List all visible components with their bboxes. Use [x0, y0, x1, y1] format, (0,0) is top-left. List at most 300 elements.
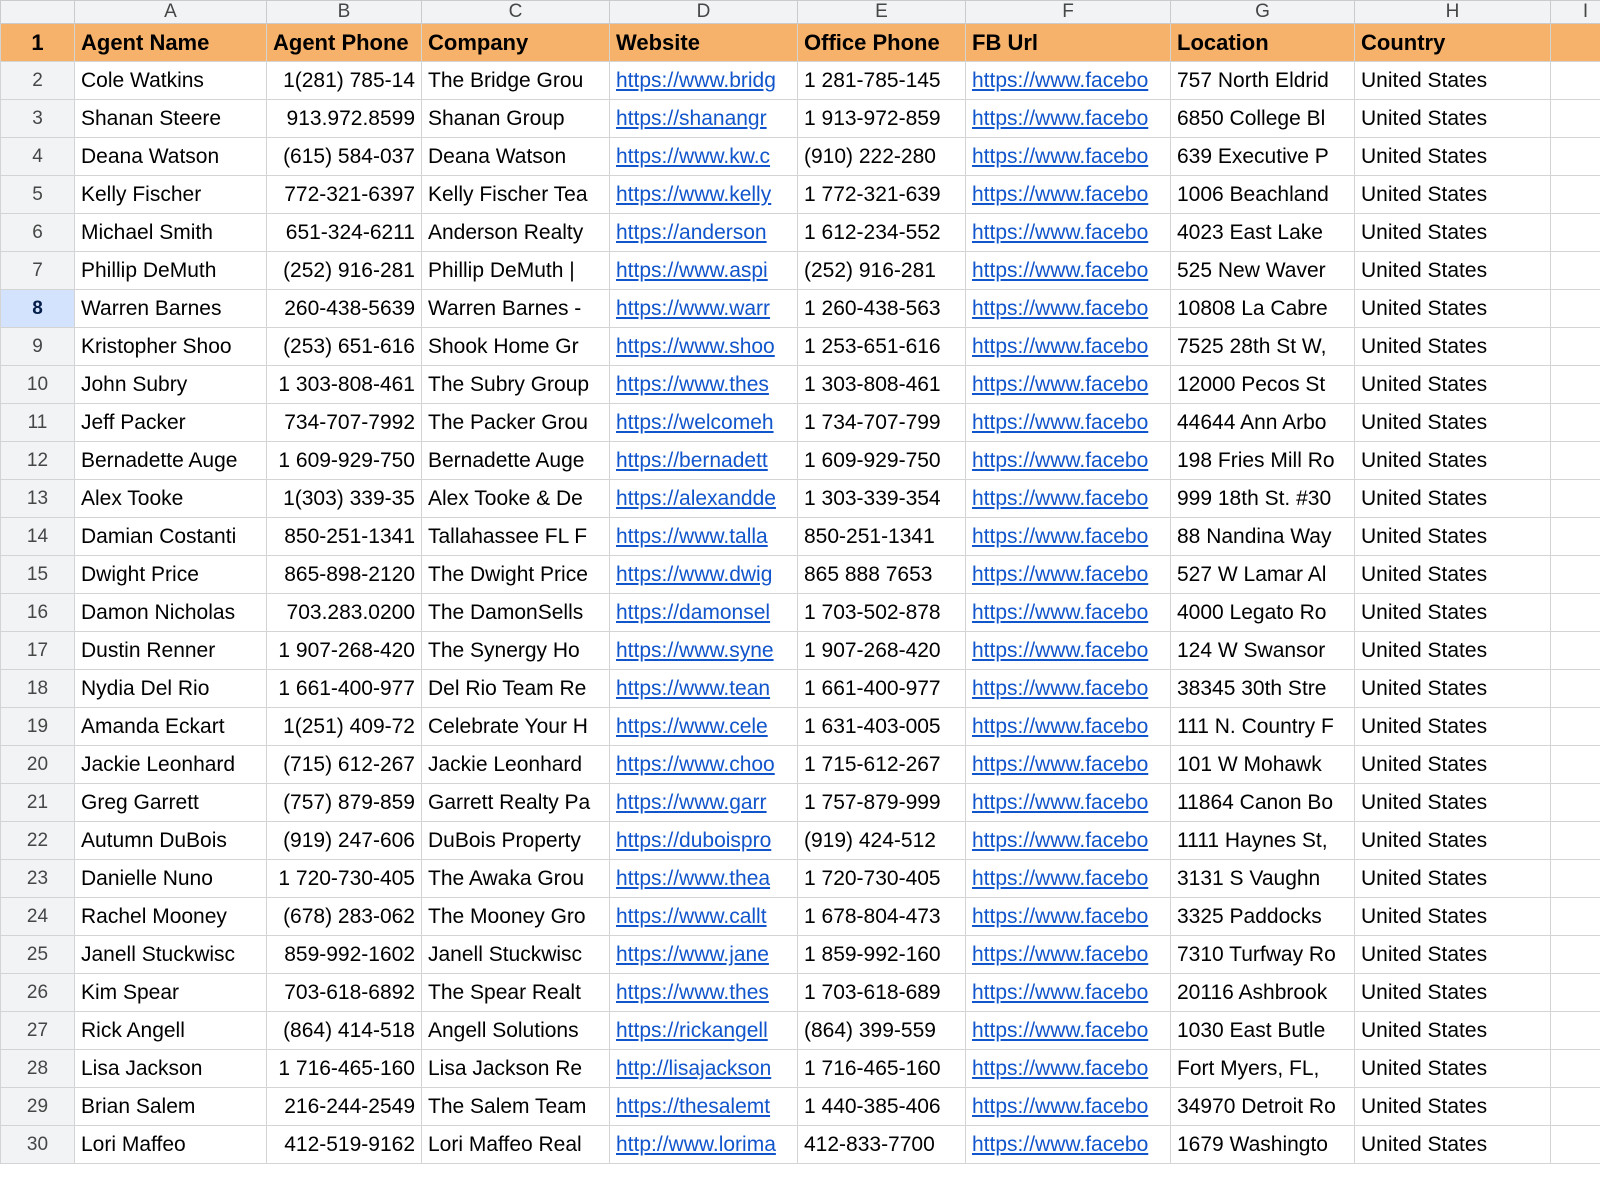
cell-company[interactable]: Anderson Realty	[422, 214, 610, 252]
row-number[interactable]: 19	[1, 708, 75, 746]
cell-website[interactable]: https://www.jane	[610, 936, 798, 974]
cell-extra[interactable]	[1551, 214, 1600, 252]
cell-agent-name[interactable]: Jackie Leonhard	[75, 746, 267, 784]
cell-extra[interactable]	[1551, 518, 1600, 556]
cell-agent-phone[interactable]: 1 720-730-405	[267, 860, 422, 898]
cell-company[interactable]: Angell Solutions	[422, 1012, 610, 1050]
cell-company[interactable]: Deana Watson	[422, 138, 610, 176]
cell-agent-name[interactable]: John Subry	[75, 366, 267, 404]
cell-extra[interactable]	[1551, 1012, 1600, 1050]
cell-country[interactable]: United States	[1355, 746, 1551, 784]
cell-website[interactable]: https://www.bridg	[610, 62, 798, 100]
cell-country[interactable]: United States	[1355, 784, 1551, 822]
cell-company[interactable]: Alex Tooke & De	[422, 480, 610, 518]
cell-agent-phone[interactable]: 772-321-6397	[267, 176, 422, 214]
cell-website[interactable]: https://www.cele	[610, 708, 798, 746]
table-row[interactable]	[1, 594, 1600, 632]
table-row[interactable]	[1, 138, 1600, 176]
row-number[interactable]: 21	[1, 784, 75, 822]
cell-country[interactable]: United States	[1355, 252, 1551, 290]
cell-country[interactable]: United States	[1355, 1088, 1551, 1126]
cell-location[interactable]: 4023 East Lake	[1171, 214, 1355, 252]
cell-fb-url[interactable]: https://www.facebo	[966, 518, 1171, 556]
cell-website[interactable]: https://www.thes	[610, 366, 798, 404]
cell-fb-url[interactable]: https://www.facebo	[966, 62, 1171, 100]
row-number[interactable]: 23	[1, 860, 75, 898]
cell-website[interactable]: https://rickangell	[610, 1012, 798, 1050]
cell-country[interactable]: United States	[1355, 214, 1551, 252]
cell-agent-name[interactable]: Danielle Nuno	[75, 860, 267, 898]
cell-country[interactable]: United States	[1355, 860, 1551, 898]
cell-country[interactable]: United States	[1355, 176, 1551, 214]
cell-header-website[interactable]: Website	[610, 24, 798, 62]
cell-agent-name[interactable]: Jeff Packer	[75, 404, 267, 442]
table-row[interactable]	[1, 632, 1600, 670]
cell-company[interactable]: Celebrate Your H	[422, 708, 610, 746]
cell-extra[interactable]	[1551, 784, 1600, 822]
cell-agent-name[interactable]: Lisa Jackson	[75, 1050, 267, 1088]
table-row[interactable]	[1, 784, 1600, 822]
cell-agent-phone[interactable]: 703.283.0200	[267, 594, 422, 632]
cell-office-phone[interactable]: 412-833-7700	[798, 1126, 966, 1164]
cell-agent-name[interactable]: Rick Angell	[75, 1012, 267, 1050]
cell-agent-name[interactable]: Deana Watson	[75, 138, 267, 176]
cell-header-agent-name[interactable]: Agent Name	[75, 24, 267, 62]
column-header-e[interactable]: E	[798, 1, 966, 24]
cell-agent-name[interactable]: Dwight Price	[75, 556, 267, 594]
cell-agent-phone[interactable]: 1 716-465-160	[267, 1050, 422, 1088]
table-row[interactable]	[1, 974, 1600, 1012]
table-row[interactable]	[1, 100, 1600, 138]
cell-website[interactable]: https://www.kelly	[610, 176, 798, 214]
cell-agent-phone[interactable]: 216-244-2549	[267, 1088, 422, 1126]
cell-agent-phone[interactable]: (757) 879-859	[267, 784, 422, 822]
cell-location[interactable]: 111 N. Country F	[1171, 708, 1355, 746]
cell-fb-url[interactable]: https://www.facebo	[966, 898, 1171, 936]
cell-website[interactable]: https://duboispro	[610, 822, 798, 860]
cell-extra[interactable]	[1551, 936, 1600, 974]
cell-office-phone[interactable]: 1 734-707-799	[798, 404, 966, 442]
cell-company[interactable]: DuBois Property	[422, 822, 610, 860]
cell-office-phone[interactable]: 1 303-808-461	[798, 366, 966, 404]
cell-extra[interactable]	[1551, 1126, 1600, 1164]
cell-fb-url[interactable]: https://www.facebo	[966, 100, 1171, 138]
table-row[interactable]	[1, 860, 1600, 898]
row-number[interactable]: 13	[1, 480, 75, 518]
table-row[interactable]	[1, 62, 1600, 100]
cell-location[interactable]: 3131 S Vaughn	[1171, 860, 1355, 898]
cell-agent-phone[interactable]: 260-438-5639	[267, 290, 422, 328]
cell-website[interactable]: https://bernadett	[610, 442, 798, 480]
cell-fb-url[interactable]: https://www.facebo	[966, 974, 1171, 1012]
cell-agent-name[interactable]: Kristopher Shoo	[75, 328, 267, 366]
cell-fb-url[interactable]: https://www.facebo	[966, 936, 1171, 974]
cell-office-phone[interactable]: 1 260-438-563	[798, 290, 966, 328]
column-header-a[interactable]: A	[75, 1, 267, 24]
cell-agent-name[interactable]: Brian Salem	[75, 1088, 267, 1126]
cell-office-phone[interactable]: 1 859-992-160	[798, 936, 966, 974]
row-number[interactable]: 3	[1, 100, 75, 138]
column-header-i[interactable]: I	[1551, 1, 1600, 24]
row-number[interactable]: 15	[1, 556, 75, 594]
cell-office-phone[interactable]: 1 715-612-267	[798, 746, 966, 784]
cell-agent-name[interactable]: Greg Garrett	[75, 784, 267, 822]
cell-office-phone[interactable]: 1 720-730-405	[798, 860, 966, 898]
row-number[interactable]: 8	[1, 290, 75, 328]
cell-location[interactable]: 44644 Ann Arbo	[1171, 404, 1355, 442]
cell-fb-url[interactable]: https://www.facebo	[966, 1126, 1171, 1164]
cell-country[interactable]: United States	[1355, 898, 1551, 936]
cell-website[interactable]: https://www.shoo	[610, 328, 798, 366]
cell-website[interactable]: https://alexandde	[610, 480, 798, 518]
cell-country[interactable]: United States	[1355, 822, 1551, 860]
table-row[interactable]	[1, 442, 1600, 480]
cell-location[interactable]: 34970 Detroit Ro	[1171, 1088, 1355, 1126]
cell-website[interactable]: http://lisajackson	[610, 1050, 798, 1088]
cell-location[interactable]: 1111 Haynes St,	[1171, 822, 1355, 860]
cell-website[interactable]: https://www.callt	[610, 898, 798, 936]
cell-agent-phone[interactable]: (615) 584-037	[267, 138, 422, 176]
cell-agent-phone[interactable]: 865-898-2120	[267, 556, 422, 594]
row-number[interactable]: 27	[1, 1012, 75, 1050]
cell-extra[interactable]	[1551, 1050, 1600, 1088]
cell-office-phone[interactable]: 865 888 7653	[798, 556, 966, 594]
cell-country[interactable]: United States	[1355, 62, 1551, 100]
cell-extra[interactable]	[1551, 594, 1600, 632]
table-row[interactable]	[1, 252, 1600, 290]
cell-agent-name[interactable]: Bernadette Auge	[75, 442, 267, 480]
select-all-corner[interactable]	[1, 1, 75, 24]
cell-extra[interactable]	[1551, 1088, 1600, 1126]
cell-agent-phone[interactable]: 850-251-1341	[267, 518, 422, 556]
table-row[interactable]	[1, 746, 1600, 784]
cell-agent-phone[interactable]: (864) 414-518	[267, 1012, 422, 1050]
column-header-f[interactable]: F	[966, 1, 1171, 24]
table-row[interactable]	[1, 1126, 1600, 1164]
cell-extra[interactable]	[1551, 290, 1600, 328]
cell-agent-name[interactable]: Cole Watkins	[75, 62, 267, 100]
cell-office-phone[interactable]: 1 609-929-750	[798, 442, 966, 480]
cell-fb-url[interactable]: https://www.facebo	[966, 594, 1171, 632]
table-row[interactable]	[1, 290, 1600, 328]
cell-extra[interactable]	[1551, 556, 1600, 594]
table-row[interactable]	[1, 822, 1600, 860]
row-number[interactable]: 9	[1, 328, 75, 366]
cell-location[interactable]: 1030 East Butle	[1171, 1012, 1355, 1050]
cell-fb-url[interactable]: https://www.facebo	[966, 860, 1171, 898]
table-row[interactable]	[1, 366, 1600, 404]
cell-office-phone[interactable]: (910) 222-280	[798, 138, 966, 176]
cell-agent-phone[interactable]: 734-707-7992	[267, 404, 422, 442]
cell-agent-phone[interactable]: 651-324-6211	[267, 214, 422, 252]
row-number[interactable]: 20	[1, 746, 75, 784]
cell-header-office-phone[interactable]: Office Phone	[798, 24, 966, 62]
cell-fb-url[interactable]: https://www.facebo	[966, 1088, 1171, 1126]
cell-website[interactable]: http://www.lorima	[610, 1126, 798, 1164]
table-row[interactable]	[1, 214, 1600, 252]
cell-fb-url[interactable]: https://www.facebo	[966, 138, 1171, 176]
cell-fb-url[interactable]: https://www.facebo	[966, 1050, 1171, 1088]
cell-country[interactable]: United States	[1355, 632, 1551, 670]
cell-location[interactable]: 1006 Beachland	[1171, 176, 1355, 214]
cell-fb-url[interactable]: https://www.facebo	[966, 366, 1171, 404]
cell-location[interactable]: 527 W Lamar Al	[1171, 556, 1355, 594]
cell-company[interactable]: The Awaka Grou	[422, 860, 610, 898]
cell-agent-name[interactable]: Alex Tooke	[75, 480, 267, 518]
column-header-g[interactable]: G	[1171, 1, 1355, 24]
cell-extra[interactable]	[1551, 62, 1600, 100]
cell-company[interactable]: The Mooney Gro	[422, 898, 610, 936]
cell-office-phone[interactable]: 1 703-502-878	[798, 594, 966, 632]
cell-agent-phone[interactable]: (253) 651-616	[267, 328, 422, 366]
cell-extra[interactable]	[1551, 366, 1600, 404]
cell-office-phone[interactable]: 1 757-879-999	[798, 784, 966, 822]
cell-office-phone[interactable]: 1 253-651-616	[798, 328, 966, 366]
cell-company[interactable]: Janell Stuckwisc	[422, 936, 610, 974]
cell-extra[interactable]	[1551, 974, 1600, 1012]
cell-country[interactable]: United States	[1355, 594, 1551, 632]
cell-agent-phone[interactable]: (715) 612-267	[267, 746, 422, 784]
cell-country[interactable]: United States	[1355, 138, 1551, 176]
cell-company[interactable]: The Synergy Ho	[422, 632, 610, 670]
cell-office-phone[interactable]: 1 612-234-552	[798, 214, 966, 252]
cell-agent-phone[interactable]: (252) 916-281	[267, 252, 422, 290]
cell-agent-name[interactable]: Amanda Eckart	[75, 708, 267, 746]
row-number[interactable]: 2	[1, 62, 75, 100]
cell-extra[interactable]	[1551, 860, 1600, 898]
cell-website[interactable]: https://www.thea	[610, 860, 798, 898]
cell-agent-name[interactable]: Michael Smith	[75, 214, 267, 252]
cell-website[interactable]: https://www.tean	[610, 670, 798, 708]
cell-location[interactable]: 198 Fries Mill Ro	[1171, 442, 1355, 480]
cell-company[interactable]: Kelly Fischer Tea	[422, 176, 610, 214]
table-row[interactable]	[1, 176, 1600, 214]
cell-extra[interactable]	[1551, 252, 1600, 290]
table-row[interactable]	[1, 936, 1600, 974]
cell-country[interactable]: United States	[1355, 1012, 1551, 1050]
table-row[interactable]	[1, 480, 1600, 518]
cell-extra[interactable]	[1551, 176, 1600, 214]
cell-company[interactable]: The Spear Realt	[422, 974, 610, 1012]
cell-fb-url[interactable]: https://www.facebo	[966, 746, 1171, 784]
table-row[interactable]	[1, 404, 1600, 442]
cell-company[interactable]: The Bridge Grou	[422, 62, 610, 100]
cell-agent-name[interactable]: Dustin Renner	[75, 632, 267, 670]
cell-header-country[interactable]: Country	[1355, 24, 1551, 62]
row-number[interactable]: 22	[1, 822, 75, 860]
cell-fb-url[interactable]: https://www.facebo	[966, 404, 1171, 442]
cell-agent-phone[interactable]: 412-519-9162	[267, 1126, 422, 1164]
cell-location[interactable]: Fort Myers, FL,	[1171, 1050, 1355, 1088]
cell-header-agent-phone[interactable]: Agent Phone	[267, 24, 422, 62]
cell-fb-url[interactable]: https://www.facebo	[966, 822, 1171, 860]
cell-company[interactable]: Bernadette Auge	[422, 442, 610, 480]
row-number[interactable]: 17	[1, 632, 75, 670]
cell-company[interactable]: The Dwight Price	[422, 556, 610, 594]
cell-fb-url[interactable]: https://www.facebo	[966, 556, 1171, 594]
table-row[interactable]	[1, 328, 1600, 366]
row-number[interactable]: 24	[1, 898, 75, 936]
cell-company[interactable]: Shook Home Gr	[422, 328, 610, 366]
cell-location[interactable]: 3325 Paddocks	[1171, 898, 1355, 936]
table-row[interactable]	[1, 1088, 1600, 1126]
cell-country[interactable]: United States	[1355, 366, 1551, 404]
cell-agent-name[interactable]: Kim Spear	[75, 974, 267, 1012]
cell-country[interactable]: United States	[1355, 290, 1551, 328]
cell-fb-url[interactable]: https://www.facebo	[966, 252, 1171, 290]
row-number[interactable]: 29	[1, 1088, 75, 1126]
row-number[interactable]: 5	[1, 176, 75, 214]
cell-agent-phone[interactable]: 1 303-808-461	[267, 366, 422, 404]
cell-fb-url[interactable]: https://www.facebo	[966, 328, 1171, 366]
cell-website[interactable]: https://www.garr	[610, 784, 798, 822]
cell-location[interactable]: 1679 Washingto	[1171, 1126, 1355, 1164]
row-number[interactable]: 14	[1, 518, 75, 556]
table-row[interactable]	[1, 1012, 1600, 1050]
cell-fb-url[interactable]: https://www.facebo	[966, 632, 1171, 670]
cell-location[interactable]: 10808 La Cabre	[1171, 290, 1355, 328]
cell-country[interactable]: United States	[1355, 100, 1551, 138]
cell-website[interactable]: https://www.choo	[610, 746, 798, 784]
cell-website[interactable]: https://welcomeh	[610, 404, 798, 442]
row-number[interactable]: 25	[1, 936, 75, 974]
cell-header-fb-url[interactable]: FB Url	[966, 24, 1171, 62]
cell-company[interactable]: The Subry Group	[422, 366, 610, 404]
cell-office-phone[interactable]: (919) 424-512	[798, 822, 966, 860]
cell-website[interactable]: https://www.dwig	[610, 556, 798, 594]
cell-agent-phone[interactable]: 703-618-6892	[267, 974, 422, 1012]
cell-company[interactable]: The Salem Team	[422, 1088, 610, 1126]
cell-extra[interactable]	[1551, 138, 1600, 176]
cell-agent-phone[interactable]: 913.972.8599	[267, 100, 422, 138]
cell-company[interactable]: Del Rio Team Re	[422, 670, 610, 708]
cell-office-phone[interactable]: 850-251-1341	[798, 518, 966, 556]
cell-agent-name[interactable]: Rachel Mooney	[75, 898, 267, 936]
cell-website[interactable]: https://shanangr	[610, 100, 798, 138]
cell-website[interactable]: https://www.syne	[610, 632, 798, 670]
cell-company[interactable]: The Packer Grou	[422, 404, 610, 442]
cell-agent-phone[interactable]: (678) 283-062	[267, 898, 422, 936]
cell-location[interactable]: 7525 28th St W,	[1171, 328, 1355, 366]
cell-company[interactable]: Shanan Group	[422, 100, 610, 138]
cell-agent-name[interactable]: Autumn DuBois	[75, 822, 267, 860]
cell-location[interactable]: 999 18th St. #30	[1171, 480, 1355, 518]
cell-location[interactable]: 7310 Turfway Ro	[1171, 936, 1355, 974]
cell-company[interactable]: Warren Barnes -	[422, 290, 610, 328]
cell-location[interactable]: 4000 Legato Ro	[1171, 594, 1355, 632]
cell-agent-name[interactable]: Kelly Fischer	[75, 176, 267, 214]
cell-extra[interactable]	[1551, 328, 1600, 366]
cell-agent-phone[interactable]: (919) 247-606	[267, 822, 422, 860]
cell-extra[interactable]	[1551, 480, 1600, 518]
cell-agent-name[interactable]: Nydia Del Rio	[75, 670, 267, 708]
table-row[interactable]	[1, 556, 1600, 594]
row-number[interactable]: 30	[1, 1126, 75, 1164]
table-row[interactable]	[1, 670, 1600, 708]
cell-office-phone[interactable]: 1 913-972-859	[798, 100, 966, 138]
cell-agent-phone[interactable]: 1(303) 339-35	[267, 480, 422, 518]
row-number[interactable]: 4	[1, 138, 75, 176]
cell-location[interactable]: 11864 Canon Bo	[1171, 784, 1355, 822]
row-number[interactable]: 18	[1, 670, 75, 708]
cell-fb-url[interactable]: https://www.facebo	[966, 480, 1171, 518]
cell-fb-url[interactable]: https://www.facebo	[966, 214, 1171, 252]
cell-location[interactable]: 757 North Eldrid	[1171, 62, 1355, 100]
row-number[interactable]: 28	[1, 1050, 75, 1088]
cell-office-phone[interactable]: (252) 916-281	[798, 252, 966, 290]
cell-header-extra[interactable]	[1551, 24, 1600, 62]
cell-office-phone[interactable]: 1 772-321-639	[798, 176, 966, 214]
table-row[interactable]	[1, 1050, 1600, 1088]
table-row[interactable]	[1, 24, 1600, 62]
cell-fb-url[interactable]: https://www.facebo	[966, 708, 1171, 746]
cell-location[interactable]: 38345 30th Stre	[1171, 670, 1355, 708]
cell-extra[interactable]	[1551, 100, 1600, 138]
row-number[interactable]: 11	[1, 404, 75, 442]
cell-fb-url[interactable]: https://www.facebo	[966, 1012, 1171, 1050]
cell-extra[interactable]	[1551, 746, 1600, 784]
cell-agent-phone[interactable]: 1 661-400-977	[267, 670, 422, 708]
cell-country[interactable]: United States	[1355, 404, 1551, 442]
column-header-h[interactable]: H	[1355, 1, 1551, 24]
cell-agent-phone[interactable]: 1(251) 409-72	[267, 708, 422, 746]
row-number[interactable]: 1	[1, 24, 75, 62]
table-row[interactable]	[1, 518, 1600, 556]
cell-office-phone[interactable]: 1 907-268-420	[798, 632, 966, 670]
cell-office-phone[interactable]: (864) 399-559	[798, 1012, 966, 1050]
row-number[interactable]: 26	[1, 974, 75, 1012]
row-number[interactable]: 6	[1, 214, 75, 252]
cell-country[interactable]: United States	[1355, 974, 1551, 1012]
cell-fb-url[interactable]: https://www.facebo	[966, 442, 1171, 480]
cell-extra[interactable]	[1551, 632, 1600, 670]
row-number[interactable]: 16	[1, 594, 75, 632]
column-header-d[interactable]: D	[610, 1, 798, 24]
cell-office-phone[interactable]: 1 303-339-354	[798, 480, 966, 518]
cell-country[interactable]: United States	[1355, 518, 1551, 556]
cell-country[interactable]: United States	[1355, 670, 1551, 708]
cell-country[interactable]: United States	[1355, 1126, 1551, 1164]
cell-website[interactable]: https://www.aspi	[610, 252, 798, 290]
cell-office-phone[interactable]: 1 281-785-145	[798, 62, 966, 100]
cell-company[interactable]: Phillip DeMuth |	[422, 252, 610, 290]
cell-website[interactable]: https://www.thes	[610, 974, 798, 1012]
cell-extra[interactable]	[1551, 898, 1600, 936]
cell-country[interactable]: United States	[1355, 936, 1551, 974]
cell-agent-name[interactable]: Damon Nicholas	[75, 594, 267, 632]
cell-country[interactable]: United States	[1355, 1050, 1551, 1088]
cell-website[interactable]: https://www.kw.c	[610, 138, 798, 176]
cell-header-company[interactable]: Company	[422, 24, 610, 62]
cell-fb-url[interactable]: https://www.facebo	[966, 176, 1171, 214]
row-number[interactable]: 7	[1, 252, 75, 290]
cell-company[interactable]: Lisa Jackson Re	[422, 1050, 610, 1088]
cell-location[interactable]: 525 New Waver	[1171, 252, 1355, 290]
cell-website[interactable]: https://thesalemt	[610, 1088, 798, 1126]
cell-agent-name[interactable]: Shanan Steere	[75, 100, 267, 138]
cell-company[interactable]: The DamonSells	[422, 594, 610, 632]
cell-location[interactable]: 20116 Ashbrook	[1171, 974, 1355, 1012]
cell-location[interactable]: 6850 College Bl	[1171, 100, 1355, 138]
cell-country[interactable]: United States	[1355, 556, 1551, 594]
cell-agent-phone[interactable]: 1 907-268-420	[267, 632, 422, 670]
cell-website[interactable]: https://damonsel	[610, 594, 798, 632]
cell-header-location[interactable]: Location	[1171, 24, 1355, 62]
cell-company[interactable]: Garrett Realty Pa	[422, 784, 610, 822]
cell-website[interactable]: https://www.talla	[610, 518, 798, 556]
cell-extra[interactable]	[1551, 708, 1600, 746]
row-number[interactable]: 12	[1, 442, 75, 480]
